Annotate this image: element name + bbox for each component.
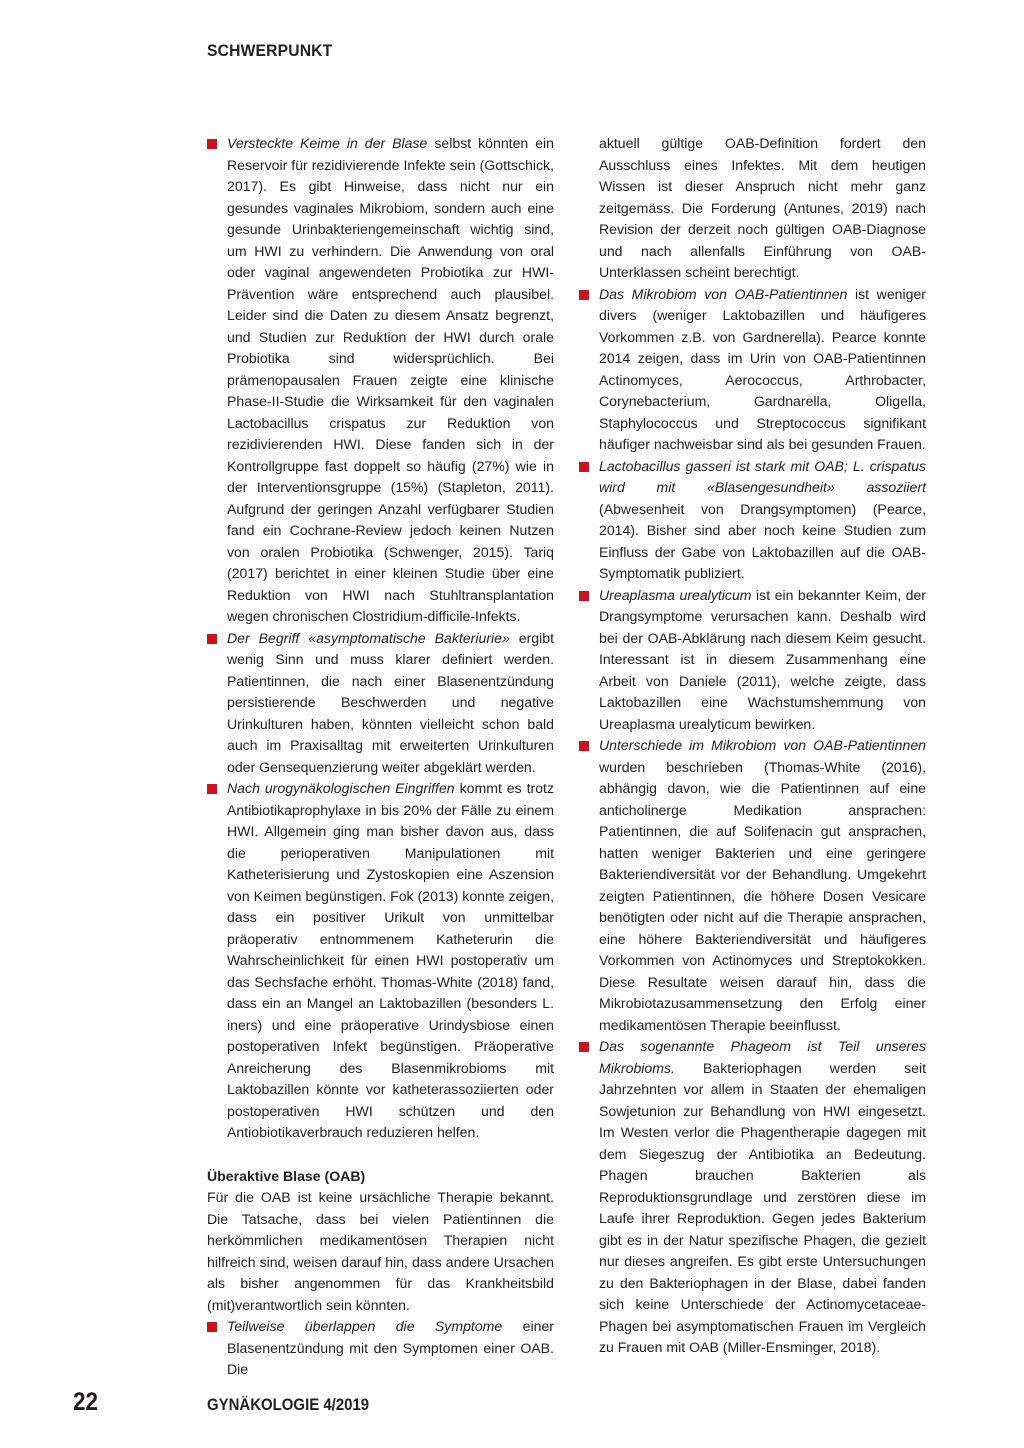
list-item [579, 735, 926, 1036]
item-text: Bakteriophagen werden seit Jahrzehnten vor allem in Staaten der ehemaligen Sowjetunion zur Behandlung von HWI eingesetzt. Im Westen verlor die Phagentherapie dagegen mit dem Siegeszug der Antibiotika an Bedeutung. Phagen brauchen Bakterien als Reproduktionsgrundlage und zerstören diese im Laufe ihrer Reproduktion. Gegen jedes Bakterium gibt es in der Natur spezifische Phagen, die gezielt nur dieses angreifen. Es gibt erste Untersuchungen zu den Bakteriophagen in der Blase, dabei fanden sich keine Unterschiede der Actinomycetaceae-Phagen bei asymptomatischen Frauen im Vergleich zu Frauen mit OAB (Miller-Ensminger, 2018). [599, 1059, 926, 1355]
item-text: wurden beschrieben (Thomas-White (2016), abhängig davon, wie die Patientinnen auf eine anticholinerge Medikation ansprachen: Patientinnen, die auf Solifenacin gut ansprachen, hatten weniger Bakterien und eine geringere Bakteriendiversität vor der Behandlung. Umgekehrt zeigten Patientinnen, die höhere Dosen Vesicare benötigten oder nicht auf die Therapie ansprachen, eine höhere Bakteriendiversität und häufigeres Vorkommen von Actinomyces und Streptokokken. Diese Resultate weisen darauf hin, dass die Mikrobiotazusammensetzung den Erfolg einer medikamentösen Therapie beeinflusst. [599, 758, 926, 1033]
continued-text [579, 133, 926, 284]
section-heading: Überaktive Blase (OAB) [207, 1167, 366, 1184]
item-text: ist weniger divers (weniger Laktobazillen und häufigeres Vorkommen z.B. von Gardnerella). Pearce konnte 2014 zeigen, dass im Urin von OAB-Patientinnen Actinomyces, Aerococcus, Arthrobacter, Corynebacterium, Gardnarella, Oligella, Staphylococcus und Streptococcus signifikant häufiger nachweisbar sind als bei gesunden Frauen. [599, 285, 926, 452]
item-text: selbst könnten ein Reservoir für rezidivierende Infekte sein (Gottschick, 2017). Es gibt Hinweise, dass nicht nur ein gesundes vaginales Mikrobiom, sondern auch eine gesunde Urinbakteriengemeinschaft wichtig sind, um HWI zu verhindern. Die Anwendung von oral oder vaginal angewendeten Probiotika zur HWI-Prävention wäre entsprechend auch plausibel. Leider sind die Daten zu diesem Ansatz begrenzt, und Studien zur Reduktion der HWI durch orale Probiotika sind widersprüchlich. Bei prämenopausalen Frauen zeigte eine klinische Phase-II-Studie die Wirksamkeit für den vaginalen Lactobacillus crispatus zur Reduktion von rezidivierenden HWI. Diese fanden sich in der Kontrollgruppe fast doppelt so häufig (27%) wie in der Interventionsgruppe (15%) (Stapleton, 2011). Aufgrund der geringen Anzahl verfügbarer Studien fand ein Cochrane-Review jedoch keinen Nutzen von oralen Probiotika (Schwenger, 2015). Tariq (2017) berichtet in einer kleinen Studie über eine Reduktion von HWI nach Stuhltransplantation wegen chronischen Clostridium-difficile-Infekts. [227, 135, 555, 624]
item-lead: Teilweise überlappen die Symptome [227, 1318, 503, 1334]
list-item [207, 778, 554, 1144]
bullet-square-icon [579, 741, 589, 751]
bullet-square-icon [207, 784, 217, 794]
item-lead: Das sogenannte Phageom ist Teil unseres Mikrobioms. [599, 1038, 926, 1076]
item-text: kommt es trotz Antibiotikaprophylaxe in bis 20% der Fälle zu einem HWI. Allgemein ging man bisher davon aus, dass die perioperativen Manipulationen mit Katheterisierung und Zystoskopien eine Aszension von Keimen begünstigen. Fok (2013) konnte zeigen, dass ein positiver Urikult von unmittelbar präoperativ entnommenem Katheterurin die Wahrscheinlichkeit für einen HWI postoperativ um das Sechsfache erhöht. Thomas-White (2018) fand, dass ein an Mangel an Laktobazillen (besonders L. iners) und eine präoperative Urindysbiose einen postoperativen Infekt begünstigen. Präoperative Anreicherung des Blasenmikrobioms mit Laktobazillen könnte vor katheterassoziierten oder postoperativen HWI schützen und den Antiobiotikaverbrauch reduzieren helfen. [227, 780, 554, 1140]
list-item [579, 284, 926, 456]
item-text: einer Blasenentzündung mit den Symptomen einer OAB. Die [227, 1318, 554, 1377]
bullet-square-icon [579, 462, 589, 472]
item-text: (Abwesenheit von Drangsymptomen) (Pearce, 2014). Bisher sind aber noch keine Studien zum Einfluss der Gabe von Laktobazillen auf die OAB-Symptomatik publiziert. [599, 500, 926, 581]
list-item [579, 585, 926, 736]
continuation-text: aktuell gültige OAB-Definition fordert den Ausschluss eines Infektes. Mit dem heutigen Wissen ist dieser Anspruch nicht mehr ganz zeitgemäss. Die Forderung (Antunes, 2019) nach Revision der derzeit noch gültigen OAB-Diagnose und nach allenfalls Einführung von OAB-Unterklassen scheint berechtigt. [599, 135, 926, 280]
section-label: SCHWERPUNKT [207, 41, 333, 60]
item-lead: Das Mikrobiom von OAB-Patientinnen [599, 285, 848, 302]
item-lead: Versteckte Keime in der Blase [227, 135, 428, 151]
right-column [579, 133, 926, 1359]
item-text: ist ein bekannter Keim, der Drangsymptome verursachen kann. Deshalb wird bei der OAB-Abklärung nach diesem Keim gesucht. Interessant ist in diesem Zusammenhang eine Arbeit von Daniele (2011), welche zeigte, dass Laktobazillen eine Wachstumshemmung von Ureaplasma urealyticum bewirken. [599, 586, 926, 732]
list-item [579, 456, 926, 585]
item-text: ergibt wenig Sinn und muss klarer definiert werden. Patientinnen, die nach einer Blasenentzündung persistierende Beschwerden und negative Urinkulturen haben, könnten vielleicht schon bald auch im Praxisalltag mit erweiterten Urinkulturen oder Gensequenzierung weiter abgeklärt werden. [227, 629, 554, 775]
list-item [579, 1036, 926, 1359]
left-column [207, 133, 554, 1381]
bullet-square-icon [579, 290, 589, 300]
list-item [207, 1316, 554, 1381]
body-paragraph: Für die OAB ist keine ursächliche Therapie bekannt. Die Tatsache, dass bei vielen Patientinnen die herkömmlichen medikamentösen Therapien nicht hilfreich sind, weisen darauf hin, dass andere Ursachen als bisher angenommen für das Krankheitsbild (mit)verantwortlich sein könnten. [207, 1189, 554, 1313]
item-lead: Lactobacillus gasseri ist stark mit OAB; L. crispatus wird mit «Blasengesundheit» assoziiert [599, 457, 926, 495]
list-item [207, 133, 554, 628]
item-lead: Der Begriff «asymptomatische Bakteriurie» [227, 629, 510, 646]
journal-issue: GYNÄKOLOGIE 4/2019 [207, 1395, 370, 1414]
bullet-square-icon [207, 139, 217, 149]
item-lead: Nach urogynäkologischen Eingriffen [227, 780, 455, 796]
item-lead: Ureaplasma urealyticum [599, 586, 752, 603]
bullet-square-icon [579, 1042, 589, 1052]
bullet-square-icon [207, 1322, 217, 1332]
item-lead: Unterschiede im Mikrobiom von OAB-Patientinnen [599, 737, 926, 753]
list-item [207, 628, 554, 779]
bullet-square-icon [579, 591, 589, 601]
bullet-square-icon [207, 634, 217, 644]
page-number: 22 [73, 1388, 99, 1416]
